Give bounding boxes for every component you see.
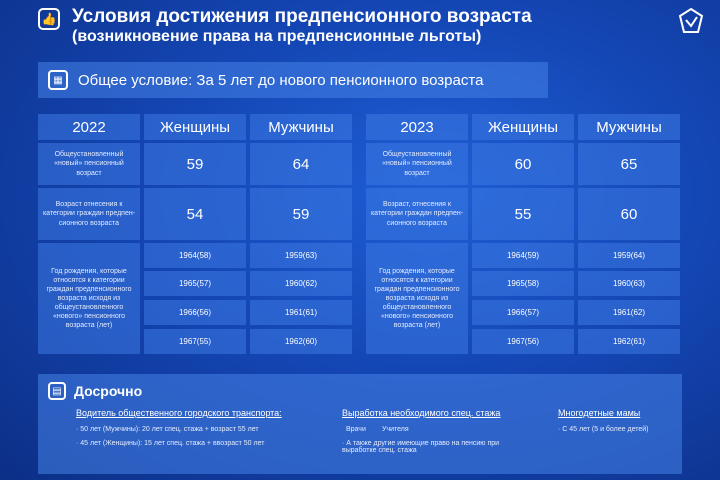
table-2023-women-year-4: 1967(56) — [472, 329, 574, 354]
table-2022-men-year-4: 1962(60) — [250, 329, 352, 354]
table-2023-year: 2023 — [366, 114, 468, 140]
transport-driver-men: · 50 лет (Мужчины): 20 лет спец. стажа + возраст 55 лет — [76, 426, 259, 433]
table-2023-row2-women: 55 — [472, 188, 574, 240]
table-2022-men-year-1: 1959(63) — [250, 243, 352, 268]
table-2022-row2-women: 54 — [144, 188, 246, 240]
table-2023-men-header: Мужчины — [578, 114, 680, 140]
general-condition-bar — [38, 62, 548, 98]
table-2023-row2-label: Возраст, отнесения к категории граждан предпен-сионного возраста — [366, 188, 468, 240]
large-family-condition: · С 45 лет (5 и более детей) — [558, 426, 649, 433]
table-2022-men-header: Мужчины — [250, 114, 352, 140]
table-2022-row2-men: 59 — [250, 188, 352, 240]
table-2023-men-year-3: 1961(62) — [578, 300, 680, 325]
table-2022-row1-men: 64 — [250, 143, 352, 185]
table-2022-women-year-4: 1967(55) — [144, 329, 246, 354]
doctors-item: Врачи — [346, 426, 366, 433]
calendar-icon: ▤ — [48, 382, 66, 400]
table-2022-women-year-2: 1965(57) — [144, 271, 246, 296]
transport-driver-women: · 45 лет (Женщины): 15 лет спец. стажа + ввозраст 50 лет — [76, 440, 265, 447]
table-2022-men-year-2: 1960(62) — [250, 271, 352, 296]
table-2022-women-year-3: 1966(56) — [144, 300, 246, 325]
large-family-heading: Многодетные мамы — [558, 408, 641, 418]
table-2023-women-year-2: 1965(58) — [472, 271, 574, 296]
table-2023-row2-men: 60 — [578, 188, 680, 240]
table-2022-women-year-1: 1964(58) — [144, 243, 246, 268]
table-2023-row1-women: 60 — [472, 143, 574, 185]
general-condition-text: Общее условие: За 5 лет до нового пенсионного возраста — [78, 71, 484, 89]
early-retirement-panel — [38, 374, 682, 474]
page-title: Условия достижения предпенсионного возраста — [72, 6, 532, 27]
table-2023-row1-label: Общеустановленный «новый» пенсионный возраст — [366, 143, 468, 185]
table-2022-row3-label: Год рождения, которые относятся к категории граждан предпенсионного возраста исходя из общеустановленного «нового» пенсионного возраста (лет) — [38, 243, 140, 354]
early-retirement-title: Досрочно — [74, 383, 143, 399]
table-2022-men-year-3: 1961(61) — [250, 300, 352, 325]
table-2023-men-year-4: 1962(61) — [578, 329, 680, 354]
table-2023-row1-men: 65 — [578, 143, 680, 185]
table-2022-women-header: Женщины — [144, 114, 246, 140]
table-2023-women-header: Женщины — [472, 114, 574, 140]
calculator-icon: ▦ — [48, 70, 68, 90]
other-professions: · А также другие имеющие право на пенсию при выработке спец. стажа — [342, 440, 500, 454]
emblem-icon — [676, 6, 706, 36]
table-2022-row1-women: 59 — [144, 143, 246, 185]
teachers-item: Учителя — [382, 426, 409, 433]
special-experience-heading: Выработка необходимого спец. стажа — [342, 408, 501, 418]
table-2023-women-year-3: 1966(57) — [472, 300, 574, 325]
thumbs-up-icon: 👍 — [38, 8, 60, 30]
table-2022-row2-label: Возраст отнесения к категории граждан предпен-сионного возраста — [38, 188, 140, 240]
table-2023-women-year-1: 1964(59) — [472, 243, 574, 268]
table-2023-men-year-1: 1959(64) — [578, 243, 680, 268]
table-2023-row3-label: Год рождения, которые относятся к категории граждан предпенсионного возраста исходя из общеустановленного «нового» пенсионного возраста (лет) — [366, 243, 468, 354]
table-2022-row1-label: Общеустановленный «новый» пенсионный возраст — [38, 143, 140, 185]
table-2023-men-year-2: 1960(63) — [578, 271, 680, 296]
table-2022-year: 2022 — [38, 114, 140, 140]
page-subtitle: (возникновение права на предпенсионные льготы) — [72, 28, 482, 45]
transport-driver-heading: Водитель общественного городского транспорта: — [76, 408, 282, 418]
